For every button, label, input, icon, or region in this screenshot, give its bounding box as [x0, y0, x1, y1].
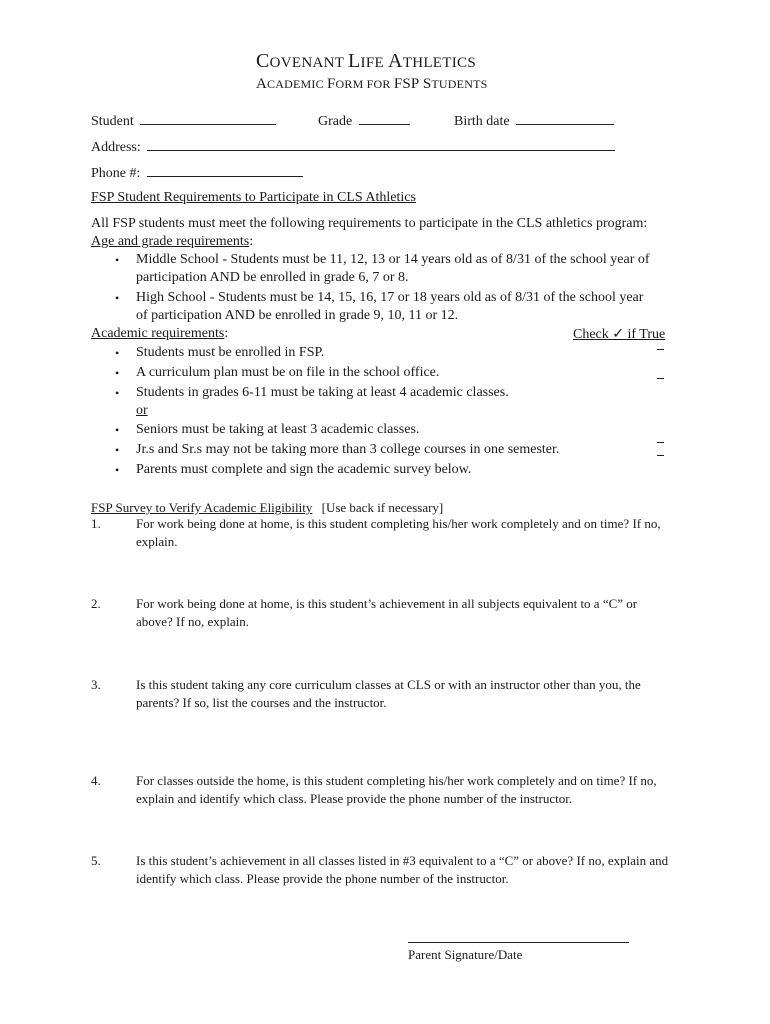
bullet-icon: • [115, 386, 120, 400]
address-label: Address: [91, 140, 141, 155]
requirements-heading: FSP Student Requirements to Participate in CLS Athletics [91, 190, 416, 205]
question-3-text: Is this student taking any core curriculum classes at CLS or with an instructor other than you, the parents? If so, list the courses and the instructor. [136, 677, 641, 710]
requirements-intro: All FSP students must meet the following requirements to participate in the CLS athletics program: [91, 216, 648, 231]
question-5-text: Is this student’s achievement in all classes listed in #3 equivalent to a “C” or above? If no, explain and identify which class. Please provide the phone number of the instructor. [136, 853, 669, 886]
check-blank-college-bottom[interactable] [657, 455, 664, 456]
high-school-line1: High School - Students must be 14, 15, 16, 17 or 18 years old as of 8/31 of the school year [136, 290, 644, 305]
form-subtitle: ACADEMIC FORM FOR FSP STUDENTS [256, 76, 488, 92]
signature-line[interactable] [408, 942, 629, 943]
check-if-true-label: Check ✓ if True [573, 327, 666, 342]
survey-heading: FSP Survey to Verify Academic Eligibility [91, 500, 313, 515]
age-heading: Age and grade requirements: [91, 234, 254, 249]
birth-date-field[interactable] [454, 112, 614, 130]
birth-date-label: Birth date [454, 114, 510, 129]
form-title: COVENANT LIFE ATHLETICS [256, 50, 476, 72]
grade-label: Grade [318, 114, 353, 129]
phone-field[interactable] [91, 164, 303, 182]
address-input-line[interactable] [147, 138, 615, 151]
grade-field[interactable] [318, 112, 410, 130]
student-label: Student [91, 114, 134, 129]
question-number: 1. [91, 516, 101, 531]
question-4-text: For classes outside the home, is this student completing his/her work completely and on time? If no, explain and identify which class. Please provide the phone number of the instructor. [136, 773, 657, 806]
academic-heading: Academic requirements: [91, 326, 229, 341]
question-number: 5. [91, 853, 101, 868]
question-2-text: For work being done at home, is this student’s achievement in all subjects equivalent to a “C” or above? If no, explain. [136, 596, 638, 629]
middle-school-line2: participation AND be enrolled in grade 6, 7 or 8. [136, 270, 409, 285]
academic-item-or: or [136, 403, 148, 418]
check-blank-college-top[interactable] [657, 442, 664, 443]
check-blank-curriculum[interactable] [657, 378, 664, 379]
high-school-line2: of participation AND be enrolled in grade 9, 10, 11 or 12. [136, 308, 459, 323]
student-field[interactable] [91, 112, 276, 130]
academic-item-enrolled: Students must be enrolled in FSP. [136, 345, 325, 360]
bullet-icon: • [115, 346, 120, 360]
birth-date-input-line[interactable] [516, 112, 614, 125]
grade-input-line[interactable] [359, 112, 410, 125]
check-blank-enrolled[interactable] [657, 349, 664, 350]
academic-item-college-courses: Jr.s and Sr.s may not be taking more than 3 college courses in one semester. [136, 442, 560, 457]
academic-item-grades-6-11: Students in grades 6-11 must be taking at least 4 academic classes. [136, 385, 509, 400]
question-number: 3. [91, 677, 101, 692]
phone-label: Phone #: [91, 166, 141, 181]
academic-item-seniors: Seniors must be taking at least 3 academic classes. [136, 422, 420, 437]
middle-school-line1: Middle School - Students must be 11, 12, 13 or 14 years old as of 8/31 of the school year of [136, 252, 650, 267]
signature-label: Parent Signature/Date [408, 947, 523, 962]
question-1-text: For work being done at home, is this student completing his/her work completely and on time? If no, explain. [136, 516, 661, 549]
phone-input-line[interactable] [147, 164, 303, 177]
question-number: 2. [91, 596, 101, 611]
bullet-icon: • [115, 463, 120, 477]
bullet-icon: • [115, 366, 120, 380]
student-input-line[interactable] [140, 112, 276, 125]
address-field[interactable] [91, 138, 615, 156]
bullet-icon: • [115, 423, 120, 437]
bullet-icon: • [115, 443, 120, 457]
question-number: 4. [91, 773, 101, 788]
survey-note: [Use back if necessary] [321, 500, 444, 515]
academic-item-curriculum: A curriculum plan must be on file in the school office. [136, 365, 440, 380]
survey-heading-row [91, 500, 443, 516]
bullet-icon: • [115, 291, 120, 305]
bullet-icon: • [115, 253, 120, 267]
academic-item-parent-survey: Parents must complete and sign the academic survey below. [136, 462, 472, 477]
